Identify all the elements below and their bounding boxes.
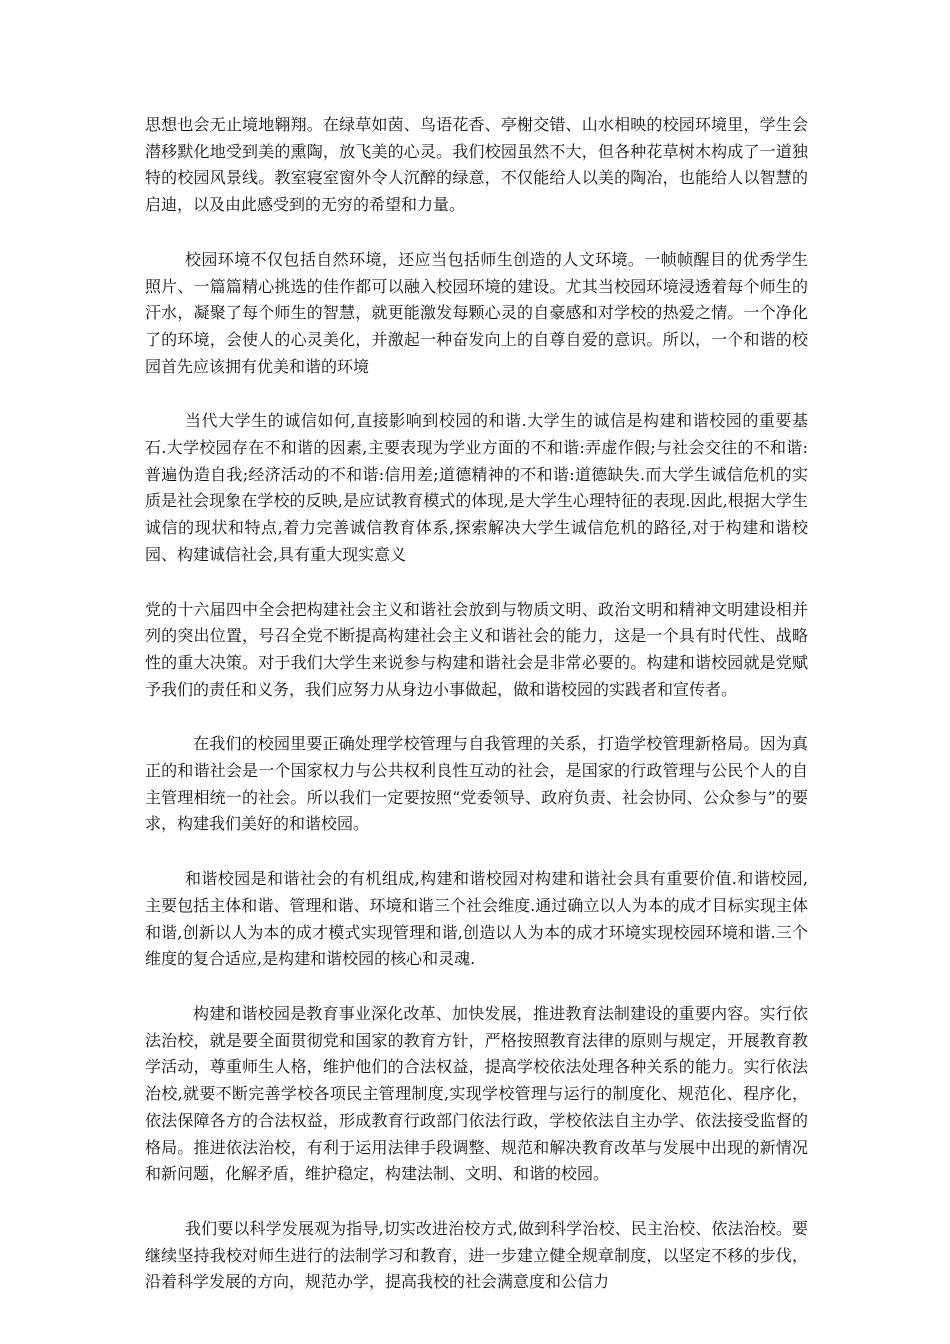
paragraph-spacer [145,703,808,731]
paragraph-spacer [145,569,808,597]
paragraph-scientific-development: 我们要以科学发展观为指导,切实改进治校方式,做到科学治校、民主治校、依法治校。要继续坚持我校对师生进行的法制学习和教育，进一步建立健全规章制度，以坚定不移的步伐，沿着科学发展的方向，规范办学，提高我校的社会满意度和公信力 [145,1218,808,1292]
paragraph-spacer [145,973,808,1001]
paragraph-school-management: 在我们的校园里要正确处理学校管理与自我管理的关系，打造学校管理新格局。因为真正的和谐社会是一个国家权力与公共权利良性互动的社会，是国家的行政管理与公民个人的自主管理相统一的社会。所以我们一定要按照“党委领导、政府负责、社会协同、公众参与”的要求，构建我们美好的和谐校园。 [145,734,808,834]
paragraph-spacer [145,1188,808,1216]
paragraph-spacer [145,838,808,866]
document-body [145,112,808,1296]
paragraph-campus-nature: 思想也会无止境地翱翔。在绿草如茵、鸟语花香、亭榭交错、山水相映的校园环境里，学生会潜移默化地受到美的熏陶，放飞美的心灵。我们校园虽然不大，但各种花草树木构成了一道独特的校园风景线。教室寝室窗外令人沉醉的绿意，不仅能给人以美的陶冶，也能给人以智慧的启迪，以及由此感受到的无穷的希望和力量。 [145,115,808,215]
paragraph-rule-of-law: 构建和谐校园是教育事业深化改革、加快发展，推进教育法制建设的重要内容。实行依法治校，就是要全面贯彻党和国家的教育方针，严格按照教育法律的原则与规定，开展教育教学活动，尊重师生人格，维护他们的合法权益，提高学校依法处理各种关系的能力。实行依法治校,就要不断完善学校各项民主管理制度,实现学校管理与运行的制度化、规范化、程序化，依法保障各方的合法权益，形成教育行政部门依法行政，学校依法自主办学、依法接受监督的格局。推进依法治校，有利于运用法律手段调整、规范和解决教育改革与发展中出现的新情况和新问题，化解矛盾，维护稳定，构建法制、文明、和谐的校园。 [145,1003,808,1184]
paragraph-spacer [145,380,808,408]
paragraph-party-plenum: 党的十六届四中全会把构建社会主义和谐社会放到与物质文明、政治文明和精神文明建设相并列的突出位置，号召全党不断提高构建社会主义和谐社会的能力，这是一个具有时代性、战略性的重大决策。对于我们大学生来说参与构建和谐社会是非常必要的。构建和谐校园就是党赋予我们的责任和义务，我们应努力从身边小事做起，做和谐校园的实践者和宣传者。 [145,599,808,699]
paragraph-spacer [145,219,808,247]
paragraph-harmony-dimensions: 和谐校园是和谐社会的有机组成,构建和谐校园对构建和谐社会具有重要价值.和谐校园,主要包括主体和谐、管理和谐、环境和谐三个社会维度.通过确立以人为本的成才目标实现主体和谐,创新以人为本的成才模式实现管理和谐,创造以人为本的成才环境实现校园环境和谐.三个维度的复合适应,是构建和谐校园的核心和灵魂. [145,869,808,969]
paragraph-humanistic-environment: 校园环境不仅包括自然环境，还应当包括师生创造的人文环境。一帧帧醒目的优秀学生照片、一篇篇精心挑选的佳作都可以融入校园环境的建设。尤其当校园环境浸透着每个师生的汗水，凝聚了每个师生的智慧，就更能激发每颗心灵的自豪感和对学校的热爱之情。一个净化了的环境，会使人的心灵美化，并激起一种奋发向上的自尊自爱的意识。所以，一个和谐的校园首先应该拥有优美和谐的环境 [145,249,808,376]
paragraph-student-integrity: 当代大学生的诚信如何,直接影响到校园的和谐.大学生的诚信是构建和谐校园的重要基石.大学校园存在不和谐的因素,主要表现为学业方面的不和谐:弄虚作假;与社会交往的不和谐:普遍伪造自我;经济活动的不和谐:信用差;道德精神的不和谐:道德缺失.而大学生诚信危机的实质是社会现象在学校的反映,是应试教育模式的体现,是大学生心理特征的表现.因此,根据大学生诚信的现状和特点,着力完善诚信教育体系,探索解决大学生诚信危机的路径,对于构建和谐校园、构建诚信社会,具有重大现实意义 [145,411,808,564]
